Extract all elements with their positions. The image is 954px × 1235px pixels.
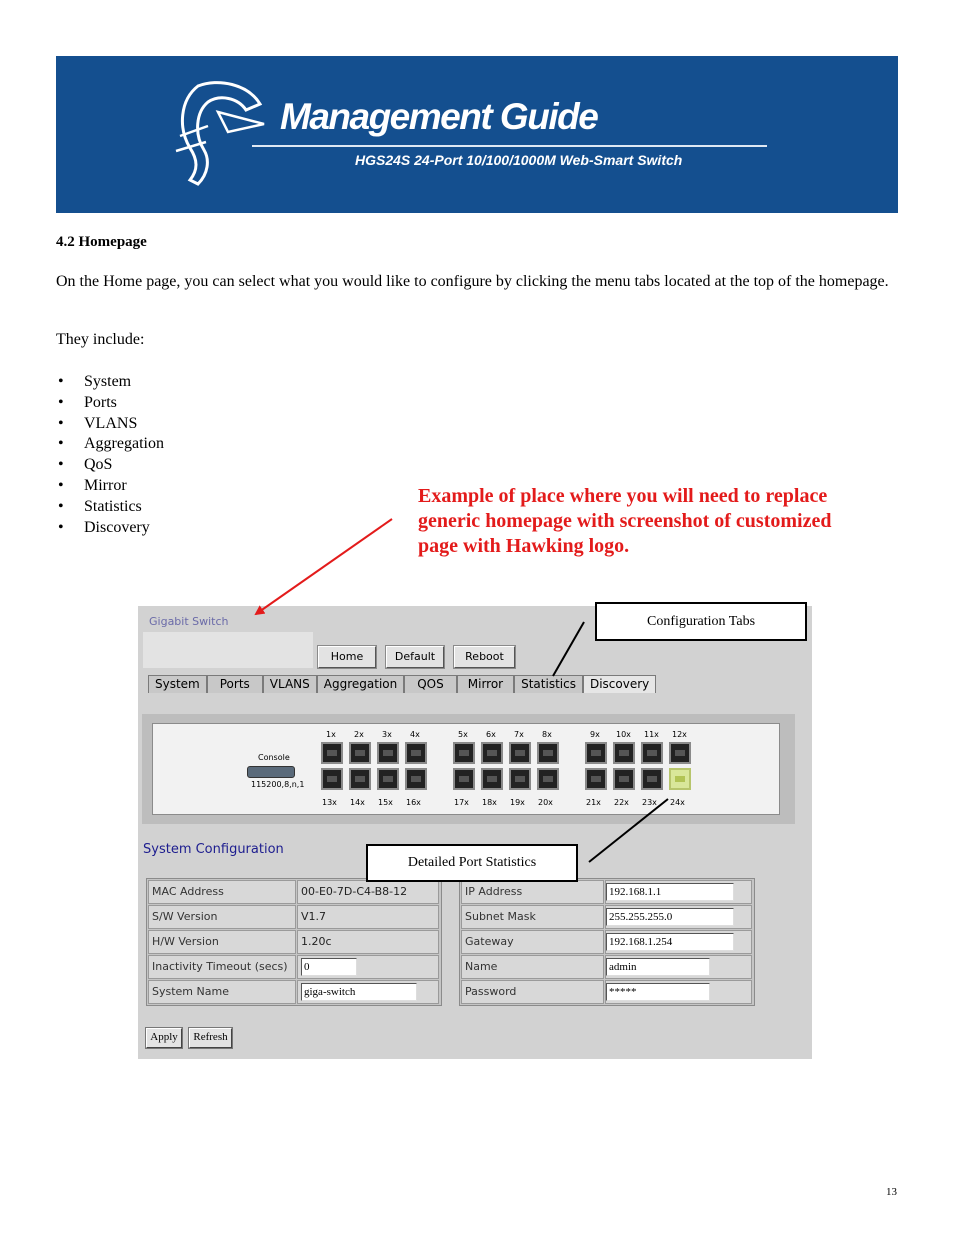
system-configuration-title: System Configuration <box>143 842 284 857</box>
port-label: 20x <box>538 798 553 807</box>
port-label: 11x <box>644 730 659 739</box>
red-annotation: Example of place where you will need to replace generic homepage with screenshot of customized page with Hawking logo. <box>418 485 832 557</box>
tab-qos[interactable]: QOS <box>404 675 457 693</box>
tab-mirror[interactable]: Mirror <box>457 675 514 693</box>
bullet-icon: • <box>58 435 64 453</box>
tab-statistics[interactable]: Statistics <box>514 675 583 693</box>
bullet-icon: • <box>58 518 64 536</box>
port-label: 21x <box>586 798 601 807</box>
sw-version-value: V1.7 <box>297 905 439 929</box>
port-label: 1x <box>326 730 336 739</box>
intro-paragraph: On the Home page, you can select what you would like to configure by clicking the menu tabs located at the top of the homepage. <box>56 273 889 290</box>
bullet-icon: • <box>58 456 64 474</box>
name-label: Name <box>461 955 604 979</box>
include-label: They include: <box>56 331 145 348</box>
port-label: 23x <box>642 798 657 807</box>
bullet-icon: • <box>58 497 64 515</box>
port-label: 12x <box>672 730 687 739</box>
mac-address-label: MAC Address <box>148 880 296 904</box>
tab-aggregation[interactable]: Aggregation <box>317 675 404 693</box>
bullet-icon: • <box>58 393 64 411</box>
switch-ui-title: Gigabit Switch <box>149 615 229 628</box>
port-label: 24x <box>670 798 685 807</box>
port-label: 18x <box>482 798 497 807</box>
system-name-label: System Name <box>148 980 296 1004</box>
port-label: 14x <box>350 798 365 807</box>
bullet-icon: • <box>58 414 64 432</box>
default-button[interactable]: Default <box>386 646 444 668</box>
password-input[interactable]: ***** <box>606 983 710 1001</box>
red-arrow <box>256 519 392 614</box>
gateway-input[interactable]: 192.168.1.254 <box>606 933 734 951</box>
port-label: 15x <box>378 798 393 807</box>
subnet-mask-label: Subnet Mask <box>461 905 604 929</box>
console-setting: 115200,8,n,1 <box>251 780 305 789</box>
port-label: 22x <box>614 798 629 807</box>
list-item: • Ports <box>56 393 164 414</box>
password-label: Password <box>461 980 604 1004</box>
bullet-icon: • <box>58 373 64 390</box>
tab-vlans[interactable]: VLANS <box>263 675 317 693</box>
reboot-button[interactable]: Reboot <box>454 646 515 668</box>
inactivity-timeout-label: Inactivity Timeout (secs) <box>148 955 296 979</box>
port-label: 4x <box>410 730 420 739</box>
console-label: Console <box>258 753 290 762</box>
tab-ports[interactable]: Ports <box>207 675 263 693</box>
tab-system[interactable]: System <box>148 675 207 693</box>
port-statistics-callout: Detailed Port Statistics <box>366 844 578 882</box>
list-item: • Mirror <box>56 476 164 497</box>
refresh-button[interactable]: Refresh <box>189 1028 232 1048</box>
ip-address-label: IP Address <box>461 880 604 904</box>
port-label: 19x <box>510 798 525 807</box>
hw-version-value: 1.20c <box>297 930 439 954</box>
port-label: 7x <box>514 730 524 739</box>
list-item: • QoS <box>56 455 164 476</box>
apply-button[interactable]: Apply <box>146 1028 182 1048</box>
list-item: • VLANS <box>56 414 164 435</box>
bullet-icon: • <box>58 476 64 494</box>
list-item: • System <box>56 372 164 393</box>
port-label: 5x <box>458 730 468 739</box>
port-label: 8x <box>542 730 552 739</box>
port-stats-pointer <box>589 799 668 862</box>
port-label: 3x <box>382 730 392 739</box>
config-tabs-pointer <box>553 622 584 676</box>
gateway-label: Gateway <box>461 930 604 954</box>
sw-version-label: S/W Version <box>148 905 296 929</box>
port-label: 6x <box>486 730 496 739</box>
hw-version-label: H/W Version <box>148 930 296 954</box>
ip-address-input[interactable]: 192.168.1.1 <box>606 883 734 901</box>
list-item: • Aggregation <box>56 434 164 455</box>
banner-subtitle: HGS24S 24-Port 10/100/1000M Web-Smart Switch <box>355 152 683 168</box>
name-input[interactable]: admin <box>606 958 710 976</box>
port-label: 9x <box>590 730 600 739</box>
port-label: 10x <box>616 730 631 739</box>
mac-address-value: 00-E0-7D-C4-B8-12 <box>297 880 439 904</box>
inactivity-timeout-input[interactable]: 0 <box>301 958 357 976</box>
banner-title: Management Guide <box>280 96 598 137</box>
list-item: • Discovery <box>56 518 164 539</box>
port-label: 13x <box>322 798 337 807</box>
port-label: 2x <box>354 730 364 739</box>
port-label: 17x <box>454 798 469 807</box>
port-label: 16x <box>406 798 421 807</box>
page-number: 13 <box>886 1186 897 1198</box>
section-heading: 4.2 Homepage <box>56 234 147 250</box>
subnet-mask-input[interactable]: 255.255.255.0 <box>606 908 734 926</box>
list-item: • Statistics <box>56 497 164 518</box>
configuration-tabs-callout: Configuration Tabs <box>595 602 807 641</box>
system-name-input[interactable]: giga-switch <box>301 983 417 1001</box>
home-button[interactable]: Home <box>318 646 376 668</box>
tab-discovery[interactable]: Discovery <box>583 675 656 693</box>
